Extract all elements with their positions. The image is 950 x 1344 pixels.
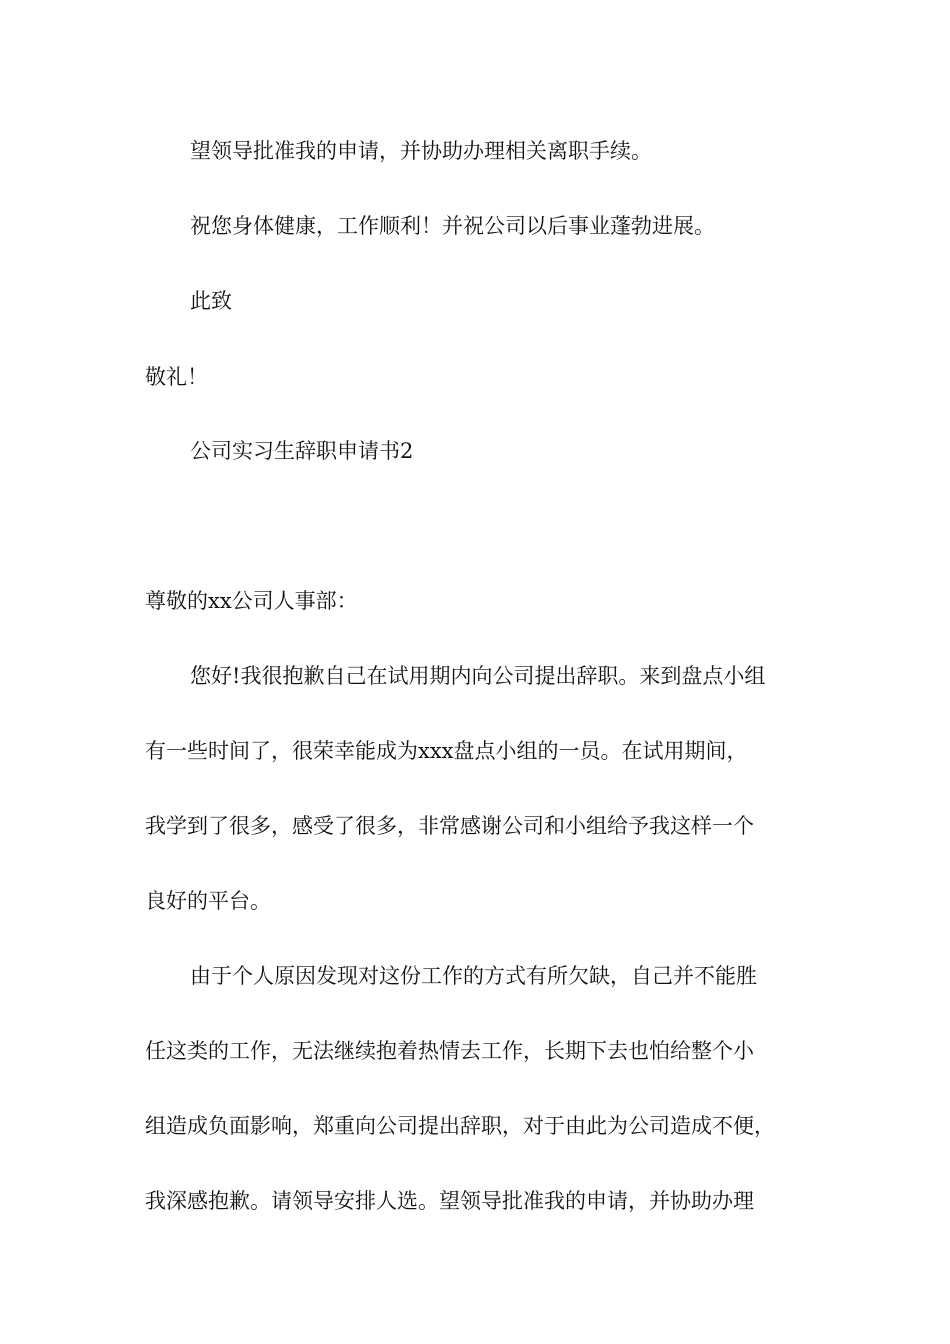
closing-regards: 敬礼！ (145, 365, 208, 389)
paragraph-line: 有一些时间了，很荣幸能成为xxx盘点小组的一员。在试用期间， (145, 739, 748, 763)
letter-greeting: 尊敬的xx公司人事部： (145, 589, 358, 613)
paragraph-line: 我学到了很多，感受了很多，非常感谢公司和小组给予我这样一个 (145, 814, 754, 838)
closing-salutation: 此致 (190, 289, 232, 313)
paragraph-line: 由于个人原因发现对这份工作的方式有所欠缺，自己并不能胜 (190, 964, 757, 988)
paragraph-line: 望领导批准我的申请，并协助办理相关离职手续。 (190, 139, 652, 163)
paragraph-line: 任这类的工作，无法继续抱着热情去工作，长期下去也怕给整个小 (145, 1039, 754, 1063)
paragraph-line: 祝您身体健康，工作顺利！并祝公司以后事业蓬勃进展。 (190, 214, 715, 238)
paragraph-line: 良好的平台。 (145, 889, 271, 913)
paragraph-line: 您好!我很抱歉自己在试用期内向公司提出辞职。来到盘点小组 (190, 664, 766, 688)
paragraph-line: 我深感抱歉。请领导安排人选。望领导批准我的申请，并协助办理 (145, 1189, 754, 1213)
section-title: 公司实习生辞职申请书2 (190, 439, 414, 463)
paragraph-line: 组造成负面影响，郑重向公司提出辞职，对于由此为公司造成不便， (145, 1114, 775, 1138)
